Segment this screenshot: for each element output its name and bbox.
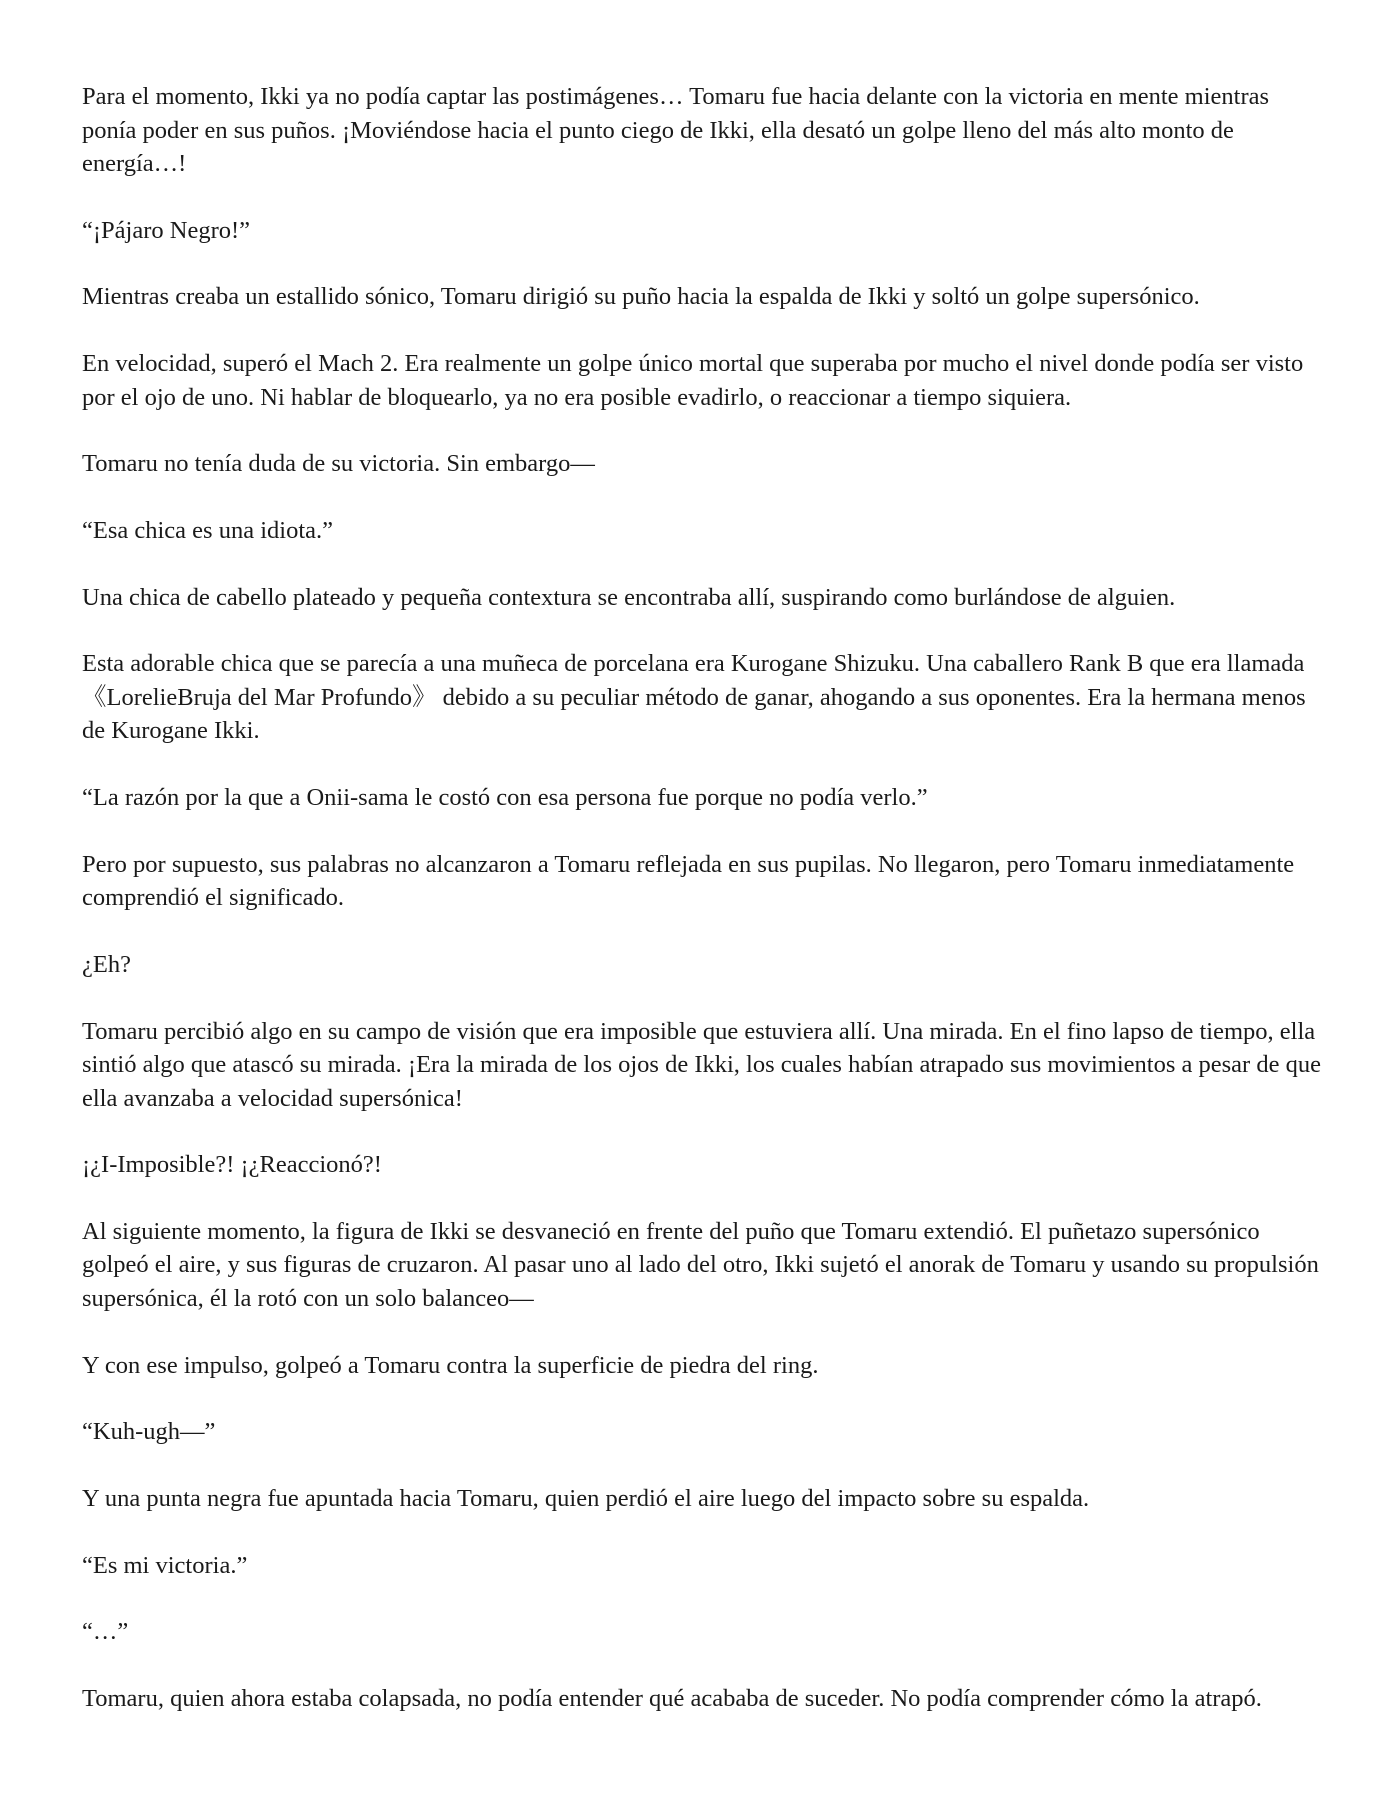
paragraph: ¡¿I-Imposible?! ¡¿Reaccionó?! — [82, 1151, 382, 1179]
paragraph: Tomaru, quien ahora estaba colapsada, no podía entender qué acababa de suceder. No podía comprender cómo la atrapó. — [82, 1685, 1262, 1713]
paragraph: “Esa chica es una idiota.” — [82, 516, 334, 544]
paragraph: Y una punta negra fue apuntada hacia Tomaru, quien perdió el aire luego del impacto sobre su espalda. — [82, 1485, 1090, 1512]
paragraph: Al siguiente momento, la figura de Ikki se desvaneció en frente del puño que Tomaru extendió. El puñetazo supersónico golpeó el aire, y sus figuras de cruzaron. Al pasar uno al lado del otro, Ikki sujetó el anorak de Tomaru y usando su propulsión supersónica, él la rotó con un solo balanceo— — [82, 1217, 1319, 1312]
paragraph: Pero por supuesto, sus palabras no alcanzaron a Tomaru reflejada en sus pupilas. No llegaron, pero Tomaru inmediatamente comprendió el significado. — [82, 850, 1295, 912]
paragraph: Para el momento, Ikki ya no podía captar las postimágenes… Tomaru fue hacia delante con la victoria en mente mientras ponía poder en sus puños. ¡Moviéndose hacia el punto ciego de Ikki, ella desató un golpe lleno del más alto monto de energía…! — [82, 83, 1270, 177]
paragraph: ¿Eh? — [82, 950, 131, 978]
paragraph: “Es mi victoria.” — [82, 1551, 248, 1579]
paragraph: En velocidad, superó el Mach 2. Era realmente un golpe único mortal que superaba por mucho el nivel donde podía ser visto por el ojo de uno. Ni hablar de bloquearlo, ya no era posible evadirlo, o reaccionar a tiempo siquiera. — [82, 350, 1304, 411]
paragraph: Y con ese impulso, golpeó a Tomaru contra la superficie de piedra del ring. — [82, 1351, 819, 1379]
document-body — [82, 80, 1322, 1749]
paragraph: “La razón por la que a Onii-sama le costó con esa persona fue porque no podía verlo.” — [82, 784, 928, 811]
paragraph: Mientras creaba un estallido sónico, Tomaru dirigió su puño hacia la espalda de Ikki y soltó un golpe supersónico. — [82, 283, 1200, 311]
paragraph: “¡Pájaro Negro!” — [82, 216, 251, 244]
paragraph: Tomaru no tenía duda de su victoria. Sin embargo— — [82, 450, 595, 478]
paragraph: “Kuh-ugh—” — [82, 1418, 216, 1446]
paragraph: “…” — [82, 1618, 129, 1646]
paragraph: Esta adorable chica que se parecía a una muñeca de porcelana era Kurogane Shizuku. Una caballero Rank B que era llamada 《LorelieBruja del Mar Profundo》 debido a su peculiar método de ganar, ahogando a sus oponentes. Era la hermana menos de Kurogane Ikki. — [82, 650, 1306, 745]
paragraph: Una chica de cabello plateado y pequeña contextura se encontraba allí, suspirando como burlándose de alguien. — [82, 583, 1176, 611]
paragraph: Tomaru percibió algo en su campo de visión que era imposible que estuviera allí. Una mirada. En el fino lapso de tiempo, ella sintió algo que atascó su mirada. ¡Era la mirada de los ojos de Ikki, los cuales habían atrapado sus movimientos a pesar de que ella avanzaba a velocidad supersónica! — [82, 1017, 1321, 1112]
